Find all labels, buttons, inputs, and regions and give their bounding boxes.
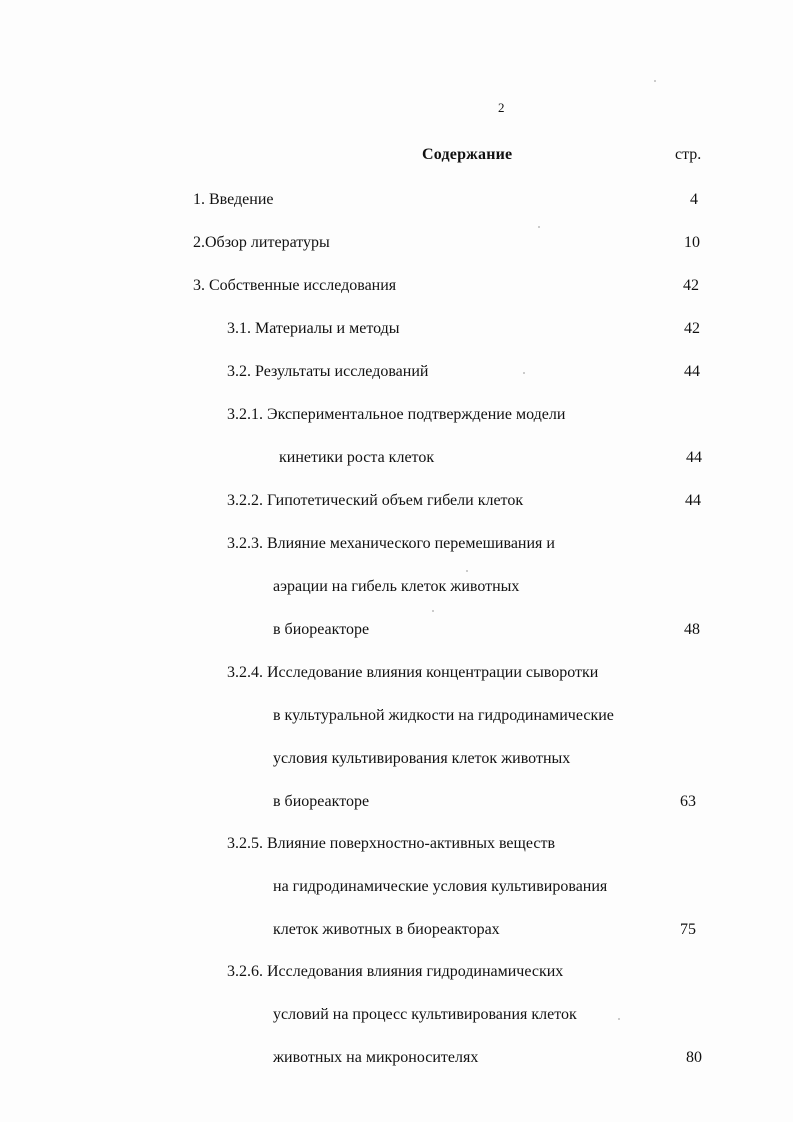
toc-entry-text: условия культивирования клеток животных bbox=[273, 750, 571, 767]
toc-entry-text: 3. Собственные исследования bbox=[193, 277, 397, 294]
toc-entry-text: 3.2.5. Влияние поверхностно-активных веществ bbox=[227, 835, 555, 852]
toc-entry-text: аэрации на гибель клеток животных bbox=[273, 578, 520, 595]
toc-entry-text: 3.2.1. Экспериментальное подтверждение модели bbox=[227, 406, 566, 423]
toc-entry-text: условий на процесс культивирования клеток bbox=[273, 1006, 577, 1023]
toc-entry-text: 3.2.2. Гипотетический объем гибели клеток bbox=[227, 492, 524, 509]
toc-entry-page: 44 bbox=[686, 449, 702, 466]
scan-speck bbox=[654, 80, 656, 82]
toc-entry-page: 42 bbox=[684, 320, 700, 337]
toc-entry-text: животных на микроносителях bbox=[273, 1049, 479, 1066]
toc-entry-text: 3.2.3. Влияние механического перемешивания и bbox=[227, 535, 555, 552]
toc-entry-page: 63 bbox=[680, 793, 696, 810]
toc-entry-text: в биореакторе bbox=[273, 793, 370, 810]
toc-entry-page: 42 bbox=[683, 277, 699, 294]
toc-entry-text: 3.2.4. Исследование влияния концентрации сыворотки bbox=[227, 664, 599, 681]
toc-entry-page: 80 bbox=[686, 1049, 702, 1066]
toc-entry-text: кинетики роста клеток bbox=[279, 449, 435, 466]
toc-title: Содержание bbox=[422, 146, 513, 163]
toc-entry-text: 3.2. Результаты исследований bbox=[227, 363, 429, 380]
scan-speck bbox=[523, 372, 525, 374]
page-number: 2 bbox=[498, 100, 505, 115]
scan-speck bbox=[618, 1018, 620, 1020]
toc-entry-text: на гидродинамические условия культивирования bbox=[273, 878, 608, 895]
toc-entry-text: в культуральной жидкости на гидродинамические bbox=[273, 707, 614, 724]
toc-entry-page: 44 bbox=[685, 492, 701, 509]
scan-speck bbox=[538, 226, 540, 228]
toc-entry-text: клеток животных в биореакторах bbox=[273, 921, 500, 938]
toc-entry-page: 10 bbox=[684, 234, 700, 251]
toc-entry-page: 44 bbox=[684, 363, 700, 380]
toc-entry-text: 3.1. Материалы и методы bbox=[227, 320, 400, 337]
scan-speck bbox=[432, 610, 434, 612]
toc-entry-text: 2.Обзор литературы bbox=[193, 234, 330, 251]
toc-entry-page: 4 bbox=[690, 191, 698, 208]
toc-entry-text: 1. Введение bbox=[193, 191, 274, 208]
toc-entry-text: в биореакторе bbox=[273, 621, 370, 638]
toc-entry-page: 75 bbox=[680, 921, 696, 938]
scan-speck bbox=[466, 570, 468, 572]
toc-page-column-header: стр. bbox=[675, 146, 702, 163]
toc-entry-text: 3.2.6. Исследования влияния гидродинамических bbox=[227, 963, 564, 980]
toc-entry-page: 48 bbox=[684, 621, 700, 638]
